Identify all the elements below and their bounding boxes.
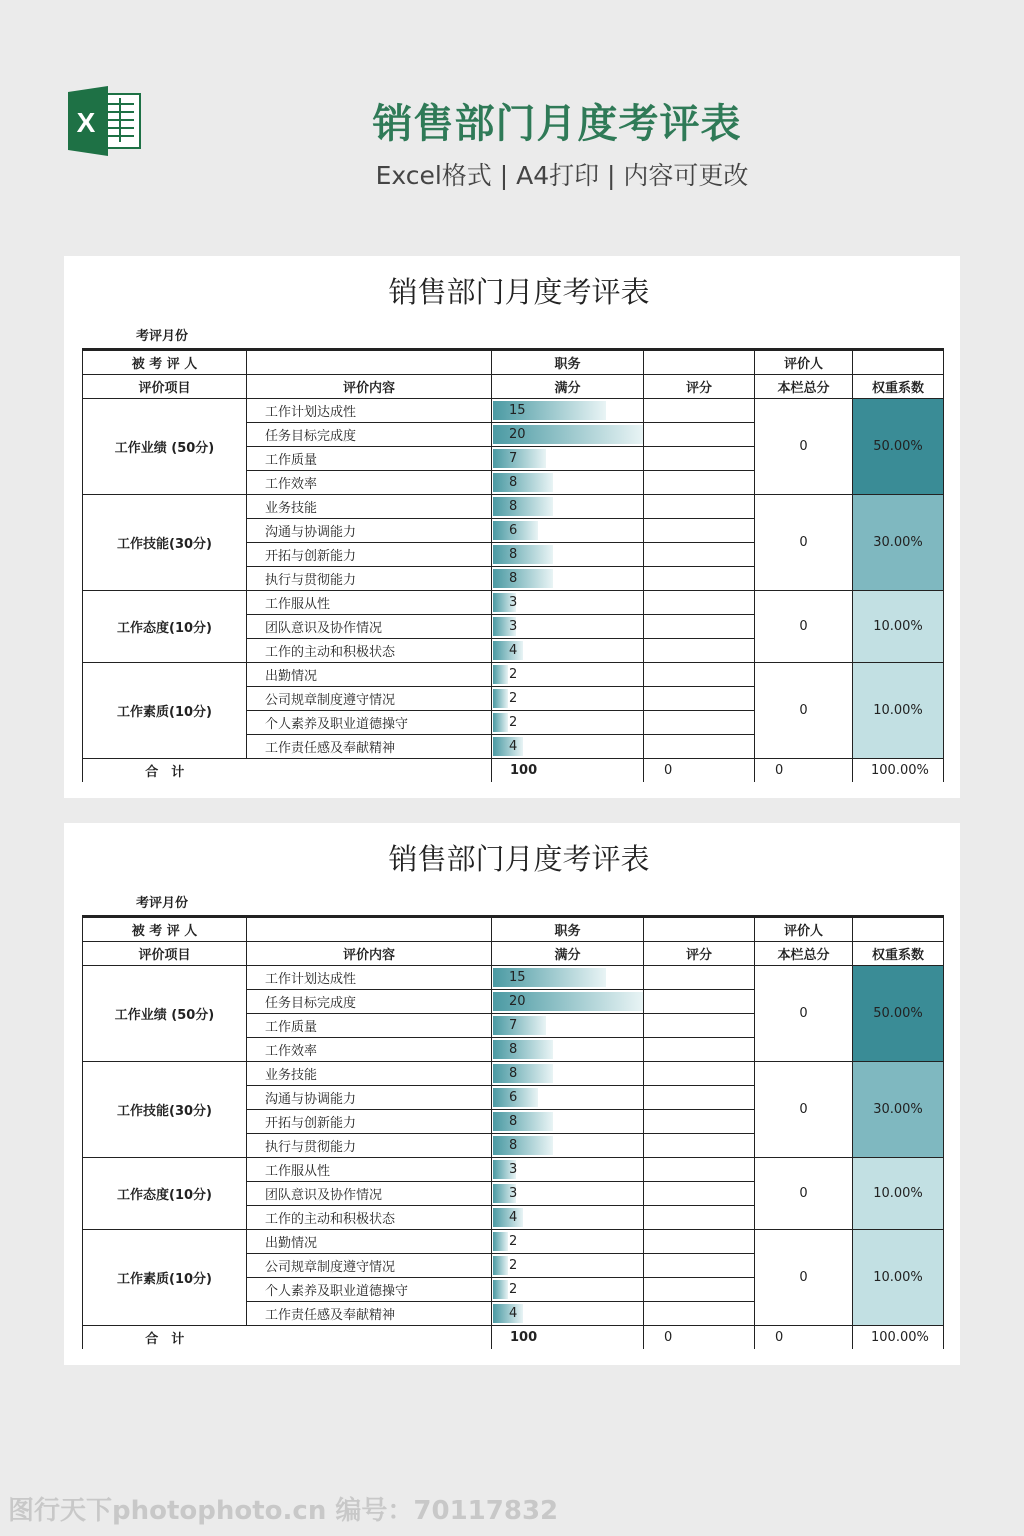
score-cell[interactable] xyxy=(644,519,755,543)
full-score-cell[interactable] xyxy=(492,711,644,735)
content-cell[interactable]: 工作质量 xyxy=(247,447,492,471)
subtotal-cell[interactable]: 0 xyxy=(755,1230,853,1326)
table-row xyxy=(83,495,944,519)
score-cell[interactable] xyxy=(644,471,755,495)
full-score-cell[interactable] xyxy=(492,1110,644,1134)
score-cell[interactable] xyxy=(644,399,755,423)
position-value[interactable] xyxy=(644,351,755,375)
full-score-value: 2 xyxy=(509,1282,518,1297)
full-score-value: 8 xyxy=(509,547,518,562)
score-cell[interactable] xyxy=(644,1110,755,1134)
subtotal-cell[interactable]: 0 xyxy=(755,663,853,759)
table-row xyxy=(83,966,944,990)
content-cell[interactable]: 团队意识及协作情况 xyxy=(247,615,492,639)
content-cell[interactable]: 业务技能 xyxy=(247,1062,492,1086)
evaluation-table xyxy=(82,917,944,1349)
sheet-1 xyxy=(64,256,960,798)
full-score-value: 4 xyxy=(509,1210,518,1225)
full-score-cell[interactable] xyxy=(492,615,644,639)
full-score-cell[interactable] xyxy=(492,471,644,495)
score-cell[interactable] xyxy=(644,591,755,615)
full-score-value: 4 xyxy=(509,1306,518,1321)
total-weight[interactable]: 100.00% xyxy=(853,759,944,783)
weight-cell[interactable]: 10.00% xyxy=(853,591,944,663)
content-cell[interactable]: 开拓与创新能力 xyxy=(247,543,492,567)
table-row xyxy=(83,591,944,615)
full-score-cell[interactable] xyxy=(492,966,644,990)
content-cell[interactable]: 个人素养及职业道德操守 xyxy=(247,711,492,735)
header-row xyxy=(83,375,944,399)
subtotal-cell[interactable]: 0 xyxy=(755,399,853,495)
full-score-cell[interactable] xyxy=(492,543,644,567)
full-score-value: 8 xyxy=(509,1114,518,1129)
score-cell[interactable] xyxy=(644,687,755,711)
score-cell[interactable] xyxy=(644,1302,755,1326)
total-subtotal[interactable]: 0 xyxy=(755,1326,853,1350)
score-cell[interactable] xyxy=(644,1278,755,1302)
score-cell[interactable] xyxy=(644,1014,755,1038)
score-cell[interactable] xyxy=(644,711,755,735)
evaluatee-value[interactable] xyxy=(247,918,492,942)
month-label: 考评月份 xyxy=(136,329,189,344)
col-header[interactable]: 评价项目 xyxy=(83,375,247,399)
full-score-cell[interactable] xyxy=(492,1230,644,1254)
score-cell[interactable] xyxy=(644,1182,755,1206)
content-cell[interactable]: 任务目标完成度 xyxy=(247,423,492,447)
position-label[interactable]: 职务 xyxy=(492,351,644,375)
score-cell[interactable] xyxy=(644,1062,755,1086)
category-cell[interactable]: 工作素质(10分) xyxy=(83,1230,247,1326)
category-cell[interactable]: 工作技能(30分) xyxy=(83,495,247,591)
score-cell[interactable] xyxy=(644,447,755,471)
watermark: 图行天下photophoto.cn 编号：70117832 xyxy=(8,1496,559,1526)
full-score-value: 20 xyxy=(509,994,526,1009)
full-score-cell[interactable] xyxy=(492,1086,644,1110)
score-cell[interactable] xyxy=(644,1158,755,1182)
score-cell[interactable] xyxy=(644,567,755,591)
category-cell[interactable]: 工作技能(30分) xyxy=(83,1062,247,1158)
score-cell[interactable] xyxy=(644,966,755,990)
page-title: 销售部门月度考评表 xyxy=(372,101,742,147)
subtotal-cell[interactable]: 0 xyxy=(755,1158,853,1230)
score-cell[interactable] xyxy=(644,423,755,447)
content-cell[interactable]: 执行与贯彻能力 xyxy=(247,1134,492,1158)
category-cell[interactable]: 工作业绩 (50分) xyxy=(83,966,247,1062)
total-row xyxy=(83,1326,944,1350)
month-label: 考评月份 xyxy=(136,896,189,911)
full-score-value: 8 xyxy=(509,1042,518,1057)
content-cell[interactable]: 执行与贯彻能力 xyxy=(247,567,492,591)
content-cell[interactable]: 工作的主动和积极状态 xyxy=(247,1206,492,1230)
category-cell[interactable]: 工作态度(10分) xyxy=(83,1158,247,1230)
content-cell[interactable]: 任务目标完成度 xyxy=(247,990,492,1014)
total-score[interactable]: 0 xyxy=(644,1326,755,1350)
evaluatee-label[interactable]: 被 考 评 人 xyxy=(83,918,247,942)
score-cell[interactable] xyxy=(644,1230,755,1254)
score-cell[interactable] xyxy=(644,543,755,567)
total-blank xyxy=(247,1326,492,1350)
full-score-value: 2 xyxy=(509,667,518,682)
content-cell[interactable]: 工作效率 xyxy=(247,471,492,495)
table-row xyxy=(83,1230,944,1254)
full-score-cell[interactable] xyxy=(492,1158,644,1182)
full-score-cell[interactable] xyxy=(492,399,644,423)
evaluator-label[interactable]: 评价人 xyxy=(755,351,853,375)
content-cell[interactable]: 工作计划达成性 xyxy=(247,966,492,990)
full-score-cell[interactable] xyxy=(492,735,644,759)
full-score-value: 15 xyxy=(509,403,526,418)
full-score-cell[interactable] xyxy=(492,1182,644,1206)
full-score-cell[interactable] xyxy=(492,1206,644,1230)
content-cell[interactable]: 工作质量 xyxy=(247,1014,492,1038)
content-cell[interactable]: 团队意识及协作情况 xyxy=(247,1182,492,1206)
full-score-value: 8 xyxy=(509,1066,518,1081)
sheet-title: 销售部门月度考评表 xyxy=(388,275,650,309)
subtotal-cell[interactable]: 0 xyxy=(755,591,853,663)
col-header[interactable]: 权重系数 xyxy=(853,942,944,966)
total-blank xyxy=(247,759,492,783)
weight-cell[interactable]: 10.00% xyxy=(853,663,944,759)
total-weight[interactable]: 100.00% xyxy=(853,1326,944,1350)
content-cell[interactable]: 工作的主动和积极状态 xyxy=(247,639,492,663)
content-cell[interactable]: 个人素养及职业道德操守 xyxy=(247,1278,492,1302)
subtotal-cell[interactable]: 0 xyxy=(755,495,853,591)
full-score-value: 3 xyxy=(509,619,518,634)
subtotal-cell[interactable]: 0 xyxy=(755,966,853,1062)
weight-cell[interactable]: 10.00% xyxy=(853,1230,944,1326)
full-score-value: 8 xyxy=(509,1138,518,1153)
full-score-value: 2 xyxy=(509,715,518,730)
position-label[interactable]: 职务 xyxy=(492,918,644,942)
score-cell[interactable] xyxy=(644,735,755,759)
content-cell[interactable]: 业务技能 xyxy=(247,495,492,519)
weight-cell[interactable]: 50.00% xyxy=(853,966,944,1062)
content-cell[interactable]: 工作效率 xyxy=(247,1038,492,1062)
full-score-value: 3 xyxy=(509,1162,518,1177)
weight-cell[interactable]: 30.00% xyxy=(853,495,944,591)
full-score-value: 8 xyxy=(509,475,518,490)
full-score-value: 6 xyxy=(509,523,518,538)
score-cell[interactable] xyxy=(644,1254,755,1278)
full-score-cell[interactable] xyxy=(492,567,644,591)
content-cell[interactable]: 工作服从性 xyxy=(247,591,492,615)
content-cell[interactable]: 工作责任感及奉献精神 xyxy=(247,1302,492,1326)
evaluator-value[interactable] xyxy=(853,918,944,942)
full-score-cell[interactable] xyxy=(492,423,644,447)
full-score-cell[interactable] xyxy=(492,990,644,1014)
full-score-cell[interactable] xyxy=(492,1278,644,1302)
full-score-value: 8 xyxy=(509,499,518,514)
score-cell[interactable] xyxy=(644,615,755,639)
total-full[interactable]: 100 xyxy=(492,1326,644,1350)
full-score-value: 7 xyxy=(509,451,518,466)
full-score-cell[interactable] xyxy=(492,1062,644,1086)
weight-cell[interactable]: 10.00% xyxy=(853,1158,944,1230)
table-row xyxy=(83,1062,944,1086)
info-row xyxy=(83,918,944,942)
subtotal-cell[interactable]: 0 xyxy=(755,1062,853,1158)
total-full[interactable]: 100 xyxy=(492,759,644,783)
position-value[interactable] xyxy=(644,918,755,942)
content-cell[interactable]: 工作服从性 xyxy=(247,1158,492,1182)
col-header[interactable]: 评分 xyxy=(644,375,755,399)
weight-cell[interactable]: 30.00% xyxy=(853,1062,944,1158)
full-score-value: 6 xyxy=(509,1090,518,1105)
full-score-value: 8 xyxy=(509,571,518,586)
total-row xyxy=(83,759,944,783)
evaluator-label[interactable]: 评价人 xyxy=(755,918,853,942)
full-score-value: 7 xyxy=(509,1018,518,1033)
evaluator-value[interactable] xyxy=(853,351,944,375)
full-score-value: 2 xyxy=(509,1258,518,1273)
evaluatee-label[interactable]: 被 考 评 人 xyxy=(83,351,247,375)
total-label[interactable]: 合 计 xyxy=(83,1326,247,1350)
full-score-value: 20 xyxy=(509,427,526,442)
content-cell[interactable]: 出勤情况 xyxy=(247,1230,492,1254)
content-cell[interactable]: 公司规章制度遵守情况 xyxy=(247,1254,492,1278)
full-score-cell[interactable] xyxy=(492,639,644,663)
weight-cell[interactable]: 50.00% xyxy=(853,399,944,495)
score-cell[interactable] xyxy=(644,1206,755,1230)
page-subtitle: Excel格式 | A4打印 | 内容可更改 xyxy=(375,161,749,190)
table-row xyxy=(83,663,944,687)
full-score-cell[interactable] xyxy=(492,1038,644,1062)
category-cell[interactable]: 工作业绩 (50分) xyxy=(83,399,247,495)
total-subtotal[interactable]: 0 xyxy=(755,759,853,783)
full-score-cell[interactable] xyxy=(492,1014,644,1038)
category-cell[interactable]: 工作素质(10分) xyxy=(83,663,247,759)
table-row xyxy=(83,399,944,423)
total-score[interactable]: 0 xyxy=(644,759,755,783)
score-cell[interactable] xyxy=(644,1086,755,1110)
score-cell[interactable] xyxy=(644,639,755,663)
col-header[interactable]: 评价项目 xyxy=(83,942,247,966)
full-score-value: 15 xyxy=(509,970,526,985)
content-cell[interactable]: 工作责任感及奉献精神 xyxy=(247,735,492,759)
full-score-cell[interactable] xyxy=(492,687,644,711)
full-score-value: 4 xyxy=(509,643,518,658)
score-cell[interactable] xyxy=(644,1134,755,1158)
score-cell[interactable] xyxy=(644,495,755,519)
col-header[interactable]: 权重系数 xyxy=(853,375,944,399)
category-cell[interactable]: 工作态度(10分) xyxy=(83,591,247,663)
full-score-value: 4 xyxy=(509,739,518,754)
score-cell[interactable] xyxy=(644,1038,755,1062)
col-header[interactable]: 本栏总分 xyxy=(755,942,853,966)
full-score-value: 2 xyxy=(509,1234,518,1249)
info-row xyxy=(83,351,944,375)
evaluatee-value[interactable] xyxy=(247,351,492,375)
content-cell[interactable]: 出勤情况 xyxy=(247,663,492,687)
content-cell[interactable]: 沟通与协调能力 xyxy=(247,1086,492,1110)
content-cell[interactable]: 沟通与协调能力 xyxy=(247,519,492,543)
col-header[interactable]: 评价内容 xyxy=(247,942,492,966)
full-score-cell[interactable] xyxy=(492,1254,644,1278)
header-row xyxy=(83,942,944,966)
col-header[interactable]: 评分 xyxy=(644,942,755,966)
sheet-title: 销售部门月度考评表 xyxy=(388,842,650,876)
full-score-value: 3 xyxy=(509,1186,518,1201)
table-row xyxy=(83,1158,944,1182)
full-score-cell[interactable] xyxy=(492,591,644,615)
content-cell[interactable]: 工作计划达成性 xyxy=(247,399,492,423)
content-cell[interactable]: 开拓与创新能力 xyxy=(247,1110,492,1134)
full-score-cell[interactable] xyxy=(492,663,644,687)
evaluation-table xyxy=(82,350,944,782)
full-score-cell[interactable] xyxy=(492,495,644,519)
logo-letter: X xyxy=(76,107,96,138)
score-cell[interactable] xyxy=(644,663,755,687)
col-header[interactable]: 评价内容 xyxy=(247,375,492,399)
total-label[interactable]: 合 计 xyxy=(83,759,247,783)
full-score-value: 3 xyxy=(509,595,518,610)
col-header[interactable]: 本栏总分 xyxy=(755,375,853,399)
full-score-value: 2 xyxy=(509,691,518,706)
score-cell[interactable] xyxy=(644,990,755,1014)
sheet-2 xyxy=(64,823,960,1365)
full-score-cell[interactable] xyxy=(492,1302,644,1326)
col-header[interactable]: 满分 xyxy=(492,375,644,399)
full-score-cell[interactable] xyxy=(492,447,644,471)
full-score-cell[interactable] xyxy=(492,1134,644,1158)
col-header[interactable]: 满分 xyxy=(492,942,644,966)
content-cell[interactable]: 公司规章制度遵守情况 xyxy=(247,687,492,711)
full-score-cell[interactable] xyxy=(492,519,644,543)
